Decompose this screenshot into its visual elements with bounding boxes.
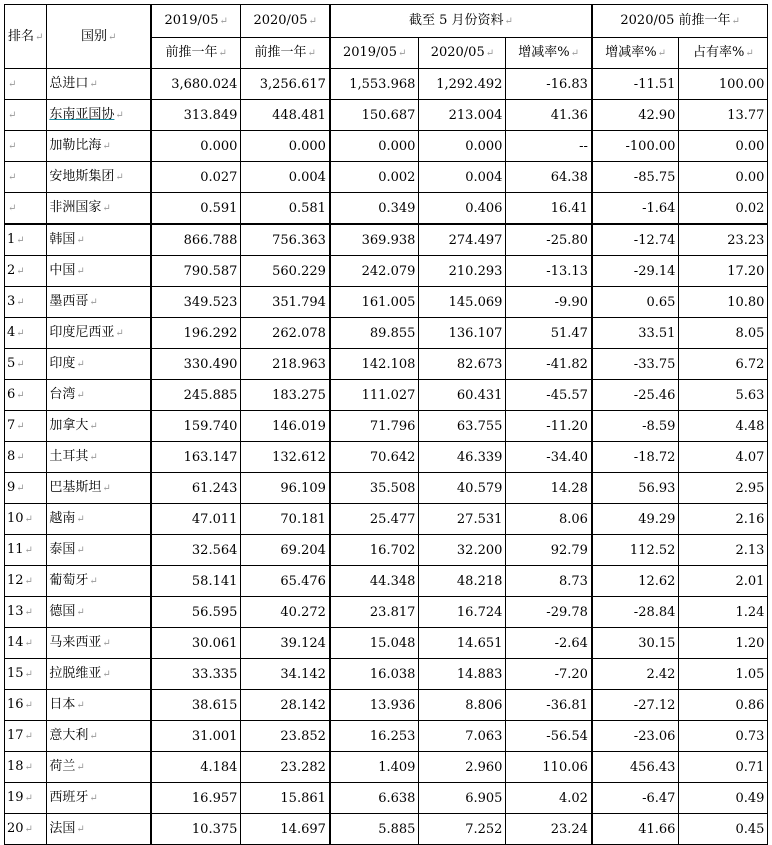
cell-ytd-2019: 0.002 [330,162,419,193]
cell-2019-prev-year: 33.335 [151,659,241,690]
cell-ytd-2019: 25.477 [330,504,419,535]
table-row [5,504,768,535]
cell-rank: ↵ [5,193,47,225]
table-row [5,287,768,318]
cell-ytd-change-rate: -36.81 [506,690,592,721]
cell-trailing-change-rate: -29.14 [592,256,679,287]
cell-2019-prev-year: 313.849 [151,100,241,131]
cell-country-name: 越南↵ [47,504,151,535]
cell-ytd-change-rate: -34.40 [506,442,592,473]
table-row [5,100,768,131]
cell-ytd-change-rate: 51.47 [506,318,592,349]
cell-2019-prev-year: 10.375 [151,814,241,845]
cell-ytd-2020: 6.905 [419,783,506,814]
cell-share: 17.20 [679,256,768,287]
cell-2019-prev-year: 38.615 [151,690,241,721]
cell-2020-prev-year: 351.794 [241,287,330,318]
cell-ytd-2020: 32.200 [419,535,506,566]
cell-ytd-change-rate: 110.06 [506,752,592,783]
header-2019: 2019/05↵ [151,5,241,38]
cell-ytd-2019: 142.108 [330,349,419,380]
cell-rank: 4↵ [5,318,47,349]
cell-2019-prev-year: 32.564 [151,535,241,566]
cell-2019-prev-year: 56.595 [151,597,241,628]
cell-share: 2.95 [679,473,768,504]
cell-ytd-change-rate: 8.73 [506,566,592,597]
cell-2019-prev-year: 159.740 [151,411,241,442]
cell-2019-prev-year: 0.000 [151,131,241,162]
cell-ytd-2020: 145.069 [419,287,506,318]
cell-country-name: 西班牙↵ [47,783,151,814]
cell-trailing-change-rate: -11.51 [592,69,679,100]
cell-rank: 1↵ [5,224,47,256]
cell-share: 0.73 [679,721,768,752]
cell-ytd-2020: 46.339 [419,442,506,473]
cell-ytd-2019: 111.027 [330,380,419,411]
cell-share: 0.02 [679,193,768,225]
table-row [5,814,768,845]
cell-rank: ↵ [5,100,47,131]
header-ytd-2019: 2019/05↵ [330,38,419,69]
header-rank: 排名↵ [5,5,47,69]
cell-2019-prev-year: 16.957 [151,783,241,814]
cell-share: 23.23 [679,224,768,256]
cell-country-name: 非洲国家↵ [47,193,151,225]
cell-country-name: 东南亚国协↵ [47,100,151,131]
cell-country-name: 葡萄牙↵ [47,566,151,597]
header-row-1 [5,5,768,38]
cell-ytd-2020: 1,292.492 [419,69,506,100]
cell-ytd-2019: 13.936 [330,690,419,721]
table-row [5,783,768,814]
cell-trailing-change-rate: -33.75 [592,349,679,380]
table-row [5,597,768,628]
cell-ytd-2019: 44.348 [330,566,419,597]
cell-ytd-change-rate: 16.41 [506,193,592,225]
header-trailing-change-rate: 增减率%↵ [592,38,679,69]
cell-rank: 17↵ [5,721,47,752]
cell-trailing-change-rate: 33.51 [592,318,679,349]
cell-2019-prev-year: 4.184 [151,752,241,783]
cell-rank: 2↵ [5,256,47,287]
cell-rank: 6↵ [5,380,47,411]
cell-country-name: 意大利↵ [47,721,151,752]
cell-rank: 11↵ [5,535,47,566]
cell-ytd-change-rate: -45.57 [506,380,592,411]
table-row [5,473,768,504]
cell-2020-prev-year: 448.481 [241,100,330,131]
cell-ytd-2019: 15.048 [330,628,419,659]
cell-country-name: 加勒比海↵ [47,131,151,162]
cell-2020-prev-year: 560.229 [241,256,330,287]
cell-ytd-2020: 213.004 [419,100,506,131]
cell-trailing-change-rate: -6.47 [592,783,679,814]
cell-ytd-change-rate: 14.28 [506,473,592,504]
cell-2020-prev-year: 0.581 [241,193,330,225]
cell-rank: 14↵ [5,628,47,659]
header-ytd-group: 截至 5 月份资料↵ [330,5,592,38]
cell-rank: 20↵ [5,814,47,845]
cell-2019-prev-year: 0.027 [151,162,241,193]
cell-ytd-2019: 23.817 [330,597,419,628]
cell-share: 13.77 [679,100,768,131]
cell-share: 2.13 [679,535,768,566]
cell-ytd-2020: 210.293 [419,256,506,287]
cell-ytd-change-rate: -25.80 [506,224,592,256]
cell-country-name: 印度尼西亚↵ [47,318,151,349]
cell-2019-prev-year: 790.587 [151,256,241,287]
cell-ytd-2020: 14.651 [419,628,506,659]
cell-2019-prev-year: 196.292 [151,318,241,349]
cell-share: 0.71 [679,752,768,783]
cell-share: 10.80 [679,287,768,318]
cell-country-name: 拉脱维亚↵ [47,659,151,690]
import-statistics-table-container [4,4,768,845]
cell-ytd-2019: 16.702 [330,535,419,566]
cell-rank: ↵ [5,69,47,100]
cell-trailing-change-rate: 2.42 [592,659,679,690]
cell-rank: ↵ [5,131,47,162]
cell-share: 4.07 [679,442,768,473]
cell-2020-prev-year: 40.272 [241,597,330,628]
cell-ytd-2019: 1.409 [330,752,419,783]
cell-country-name: 安地斯集团↵ [47,162,151,193]
header-trailing-group: 2020/05 前推一年↵ [592,5,768,38]
cell-ytd-2019: 1,553.968 [330,69,419,100]
cell-2020-prev-year: 146.019 [241,411,330,442]
cell-ytd-2020: 48.218 [419,566,506,597]
cell-2020-prev-year: 39.124 [241,628,330,659]
cell-trailing-change-rate: -28.84 [592,597,679,628]
header-2020: 2020/05↵ [241,5,330,38]
cell-share: 8.05 [679,318,768,349]
cell-ytd-2020: 0.406 [419,193,506,225]
cell-rank: 13↵ [5,597,47,628]
cell-ytd-change-rate: 64.38 [506,162,592,193]
cell-rank: 12↵ [5,566,47,597]
import-statistics-table [4,4,768,845]
cell-ytd-change-rate: -13.13 [506,256,592,287]
cell-trailing-change-rate: 56.93 [592,473,679,504]
cell-share: 1.05 [679,659,768,690]
cell-trailing-change-rate: -85.75 [592,162,679,193]
cell-trailing-change-rate: 112.52 [592,535,679,566]
cell-ytd-2019: 71.796 [330,411,419,442]
cell-2020-prev-year: 65.476 [241,566,330,597]
cell-ytd-2019: 89.855 [330,318,419,349]
table-row [5,256,768,287]
cell-ytd-2020: 274.497 [419,224,506,256]
cell-2020-prev-year: 262.078 [241,318,330,349]
cell-2020-prev-year: 0.004 [241,162,330,193]
cell-2019-prev-year: 866.788 [151,224,241,256]
cell-trailing-change-rate: -8.59 [592,411,679,442]
table-row [5,411,768,442]
cell-2019-prev-year: 31.001 [151,721,241,752]
cell-ytd-change-rate: -41.82 [506,349,592,380]
cell-ytd-change-rate: -11.20 [506,411,592,442]
table-row [5,380,768,411]
cell-rank: 8↵ [5,442,47,473]
cell-2020-prev-year: 34.142 [241,659,330,690]
cell-share: 4.48 [679,411,768,442]
cell-rank: 5↵ [5,349,47,380]
cell-trailing-change-rate: -12.74 [592,224,679,256]
header-prev-year-2019: 前推一年↵ [151,38,241,69]
cell-country-name: 巴基斯坦↵ [47,473,151,504]
cell-country-name: 台湾↵ [47,380,151,411]
cell-ytd-change-rate: 4.02 [506,783,592,814]
cell-trailing-change-rate: -100.00 [592,131,679,162]
header-country: 国别↵ [47,5,151,69]
cell-share: 1.24 [679,597,768,628]
cell-rank: 3↵ [5,287,47,318]
table-row [5,659,768,690]
cell-share: 0.49 [679,783,768,814]
cell-country-name: 德国↵ [47,597,151,628]
cell-2019-prev-year: 330.490 [151,349,241,380]
cell-2019-prev-year: 3,680.024 [151,69,241,100]
cell-2019-prev-year: 58.141 [151,566,241,597]
table-row [5,628,768,659]
cell-share: 5.63 [679,380,768,411]
cell-trailing-change-rate: 0.65 [592,287,679,318]
cell-country-name: 日本↵ [47,690,151,721]
header-ytd-change-rate: 增减率%↵ [506,38,592,69]
table-row [5,442,768,473]
cell-2019-prev-year: 245.885 [151,380,241,411]
cell-ytd-2019: 70.642 [330,442,419,473]
cell-ytd-change-rate: 92.79 [506,535,592,566]
cell-ytd-2019: 242.079 [330,256,419,287]
cell-ytd-2020: 14.883 [419,659,506,690]
cell-2019-prev-year: 0.591 [151,193,241,225]
cell-ytd-2020: 7.063 [419,721,506,752]
cell-share: 1.20 [679,628,768,659]
cell-2020-prev-year: 218.963 [241,349,330,380]
cell-rank: 7↵ [5,411,47,442]
cell-share: 2.01 [679,566,768,597]
cell-ytd-change-rate: -9.90 [506,287,592,318]
cell-share: 0.45 [679,814,768,845]
cell-country-name: 法国↵ [47,814,151,845]
table-row [5,131,768,162]
cell-ytd-2019: 35.508 [330,473,419,504]
cell-country-name: 韩国↵ [47,224,151,256]
cell-share: 6.72 [679,349,768,380]
cell-ytd-2019: 150.687 [330,100,419,131]
cell-trailing-change-rate: -1.64 [592,193,679,225]
cell-ytd-2020: 40.579 [419,473,506,504]
cell-country-name: 墨西哥↵ [47,287,151,318]
cell-ytd-2019: 0.349 [330,193,419,225]
cell-trailing-change-rate: -27.12 [592,690,679,721]
cell-share: 100.00 [679,69,768,100]
cell-2020-prev-year: 183.275 [241,380,330,411]
cell-trailing-change-rate: 456.43 [592,752,679,783]
cell-trailing-change-rate: -18.72 [592,442,679,473]
cell-trailing-change-rate: 42.90 [592,100,679,131]
cell-rank: ↵ [5,162,47,193]
cell-2020-prev-year: 14.697 [241,814,330,845]
cell-ytd-2019: 369.938 [330,224,419,256]
cell-2020-prev-year: 756.363 [241,224,330,256]
cell-share: 2.16 [679,504,768,535]
cell-rank: 10↵ [5,504,47,535]
table-body [5,69,768,845]
cell-ytd-2020: 7.252 [419,814,506,845]
cell-country-name: 土耳其↵ [47,442,151,473]
table-row [5,690,768,721]
cell-2020-prev-year: 69.204 [241,535,330,566]
cell-ytd-change-rate: 23.24 [506,814,592,845]
table-row [5,535,768,566]
cell-ytd-2019: 0.000 [330,131,419,162]
cell-trailing-change-rate: -23.06 [592,721,679,752]
cell-rank: 15↵ [5,659,47,690]
cell-ytd-2020: 63.755 [419,411,506,442]
cell-ytd-2020: 0.000 [419,131,506,162]
cell-country-name: 泰国↵ [47,535,151,566]
cell-trailing-change-rate: 49.29 [592,504,679,535]
cell-2020-prev-year: 70.181 [241,504,330,535]
cell-2020-prev-year: 0.000 [241,131,330,162]
cell-ytd-2019: 16.253 [330,721,419,752]
cell-ytd-change-rate: -29.78 [506,597,592,628]
header-share: 占有率%↵ [679,38,768,69]
cell-ytd-change-rate: -- [506,131,592,162]
table-row [5,162,768,193]
table-row [5,752,768,783]
cell-rank: 18↵ [5,752,47,783]
cell-2020-prev-year: 15.861 [241,783,330,814]
cell-2019-prev-year: 349.523 [151,287,241,318]
table-row [5,721,768,752]
cell-ytd-change-rate: -7.20 [506,659,592,690]
header-prev-year-2020: 前推一年↵ [241,38,330,69]
cell-2019-prev-year: 30.061 [151,628,241,659]
cell-trailing-change-rate: 12.62 [592,566,679,597]
cell-2019-prev-year: 47.011 [151,504,241,535]
cell-ytd-2019: 6.638 [330,783,419,814]
cell-ytd-2019: 161.005 [330,287,419,318]
cell-ytd-2020: 16.724 [419,597,506,628]
cell-2020-prev-year: 132.612 [241,442,330,473]
cell-2020-prev-year: 23.282 [241,752,330,783]
cell-trailing-change-rate: -25.46 [592,380,679,411]
cell-trailing-change-rate: 41.66 [592,814,679,845]
table-row [5,349,768,380]
table-row [5,69,768,100]
cell-rank: 16↵ [5,690,47,721]
cell-ytd-2020: 27.531 [419,504,506,535]
cell-ytd-2020: 8.806 [419,690,506,721]
cell-rank: 19↵ [5,783,47,814]
table-row [5,193,768,225]
table-row [5,566,768,597]
cell-share: 0.86 [679,690,768,721]
cell-ytd-change-rate: 41.36 [506,100,592,131]
cell-rank: 9↵ [5,473,47,504]
cell-ytd-2019: 16.038 [330,659,419,690]
cell-2019-prev-year: 61.243 [151,473,241,504]
cell-country-name: 荷兰↵ [47,752,151,783]
cell-ytd-2020: 136.107 [419,318,506,349]
cell-ytd-change-rate: -2.64 [506,628,592,659]
table-row [5,318,768,349]
cell-country-name: 加拿大↵ [47,411,151,442]
cell-trailing-change-rate: 30.15 [592,628,679,659]
cell-share: 0.00 [679,162,768,193]
cell-country-name: 总进口↵ [47,69,151,100]
cell-2020-prev-year: 96.109 [241,473,330,504]
cell-country-name: 印度↵ [47,349,151,380]
cell-ytd-2020: 60.431 [419,380,506,411]
cell-ytd-2020: 0.004 [419,162,506,193]
cell-2020-prev-year: 28.142 [241,690,330,721]
cell-share: 0.00 [679,131,768,162]
cell-2020-prev-year: 3,256.617 [241,69,330,100]
cell-2020-prev-year: 23.852 [241,721,330,752]
cell-ytd-2020: 2.960 [419,752,506,783]
cell-ytd-change-rate: -56.54 [506,721,592,752]
cell-country-name: 马来西亚↵ [47,628,151,659]
cell-ytd-change-rate: 8.06 [506,504,592,535]
cell-2019-prev-year: 163.147 [151,442,241,473]
header-ytd-2020: 2020/05↵ [419,38,506,69]
cell-country-name: 中国↵ [47,256,151,287]
cell-ytd-2020: 82.673 [419,349,506,380]
cell-ytd-2019: 5.885 [330,814,419,845]
cell-ytd-change-rate: -16.83 [506,69,592,100]
table-row [5,224,768,256]
